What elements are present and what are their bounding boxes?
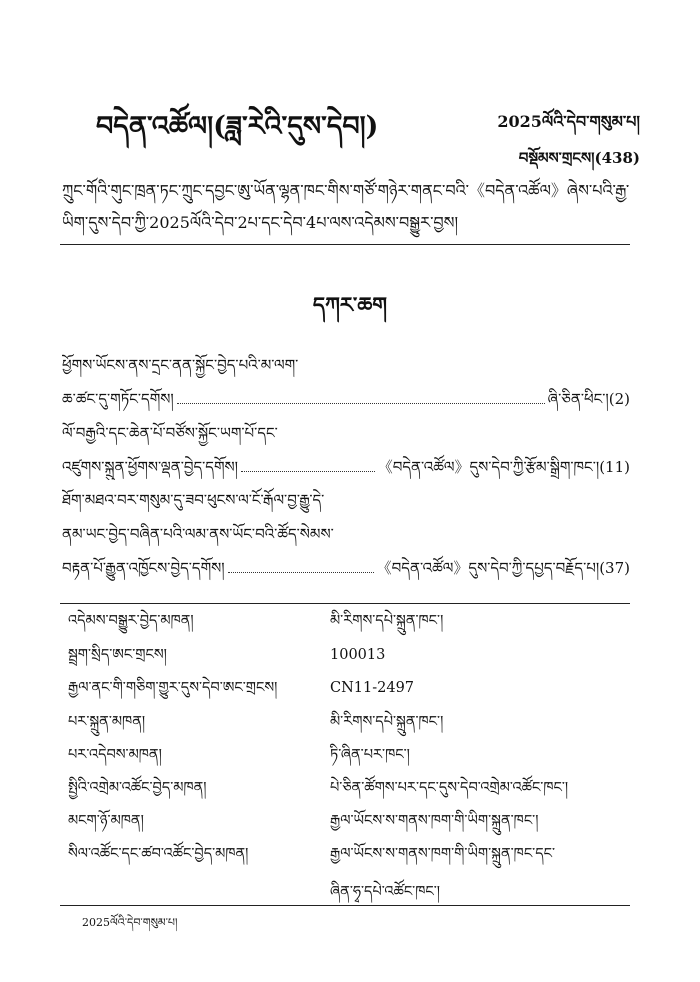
info-label: རྒྱལ་ནང་གི་གཅིག་གྱུར་དུས་དེབ་ཨང་གྲངས། [68,680,278,696]
toc-entry-3-line-1: ཐོག་མཐའ་བར་གསུམ་དུ་ཟབ་ཕུངས་ལ་ངོ་རྒོལ་བྱ་རྒྱུ་དེ་ [62,491,325,509]
toc-entry-3[interactable] [62,555,630,581]
info-label: མངག་ཉོ་མཁན། [68,813,144,829]
info-label: སྦྲག་སྲིད་ཨང་གྲངས། [68,647,167,663]
info-value: མི་རིགས་དཔེ་སྐྲུན་ཁང་། [330,714,444,730]
info-row-distributor [68,773,638,807]
toc-leader [228,572,374,573]
page-footer: 2025ལོའི་དེབ་གསུམ་པ། [82,916,178,929]
info-value-continued: ཞིན་ཧྭ་དཔེ་འཚོང་ཁང་། [330,884,441,900]
toc-leader [241,471,375,472]
toc-entry-2[interactable] [62,454,630,480]
info-value: མི་རིགས་དཔེ་སྐྲུན་ཁང་། [330,613,444,629]
info-value: རྒྱལ་ཡོངས་ས་གནས་ཁག་གི་ཡིག་སྐྲུན་ཁང་དང་ [330,846,556,862]
info-label: པར་སྐྲུན་མཁན། [68,714,146,730]
info-label: འདེམས་བསྒྱུར་བྱེད་མཁན། [68,613,194,629]
toc-heading: དཀར་ཆག [312,292,388,317]
divider-middle [60,603,630,604]
toc-entry-1-title: ཆ་ཚང་དུ་གཏོང་དགོས། [62,390,174,408]
intro-paragraph: ཀྲུང་གོའི་གུང་ཁྲན་ཏང་ཀྲུང་དབྱང་ཨུ་ཡོན་ལྷན་ཁང་གིས་གཙོ་གཉེར་གནང་བའི་《བདེན་འཚོལ》ཞེས་པའི་རྒྱ་ཡིག་དུས་དེབ་ཀྱི་2025ལོའི་དེབ་2པ་དང་དེབ་4པ་ལས་འདེམས་བསྒྱུར་བྱས། [62,181,630,232]
info-label: པར་འདེབས་མཁན། [68,747,162,763]
toc-leader [177,403,545,404]
info-row-cn-number [68,673,638,707]
journal-title: བདེན་འཚོལ།(ཟླ་རེའི་དུས་དེབ།) [96,111,379,142]
info-value: 100013 [330,647,386,663]
toc-entry-3-title: བརྟན་པོ་རྒྱུན་འཁྱོངས་བྱེད་དགོས། [62,559,225,577]
info-value: པེ་ཅིན་ཚོགས་པར་དང་དུས་དེབ་འགྲེམ་འཚོང་ཁང་། [330,780,569,796]
cumulative-issue-number: བསྡོམས་གྲངས།(438) [518,149,640,167]
info-label: སིལ་འཚོང་དང་ཚབ་འཚོང་བྱེད་མཁན། [68,846,249,862]
toc-entry-1[interactable] [62,386,630,412]
info-row-postal-code [68,640,638,674]
info-row-publisher [68,707,638,741]
toc-entry-2-title: འཛུགས་སྐྲུན་ཕྱོགས་ལྡན་བྱེད་དགོས། [62,458,239,476]
info-row-subscription [68,806,638,840]
toc-entry-2-line-1: ལོ་བརྒྱའི་དང་ཆེན་པོ་བཙོས་སྐྱོང་ཡག་པོ་དང་ [62,424,278,442]
info-value: ཏི་ཞིན་པར་ཁང་། [330,747,410,763]
info-value: CN11-2497 [330,680,415,696]
info-row-editor [68,606,638,640]
issue-number: 2025ལོའི་དེབ་གསུམ་པ། [497,112,640,131]
info-value: རྒྱལ་ཡོངས་ས་གནས་ཁག་གི་ཡིག་སྐྲུན་ཁང་། [330,813,539,829]
info-row-retail [68,839,638,873]
toc-entry-1-line-1: ཕྱོགས་ཡོངས་ནས་དྲང་ནན་སྐྱོང་བྱེད་པའི་མ་ལག་ [62,356,299,374]
divider-top [60,244,630,245]
toc-entry-3-page: 《བདེན་འཚོལ》དུས་དེབ་ཀྱི་དཔྱད་བརྗོད་པ།(37) [376,559,630,577]
toc-entry-2-page: 《བདེན་འཚོལ》དུས་དེབ་ཀྱི་རྩོམ་སྒྲིག་ཁང་།(11) [377,458,630,476]
toc-entry-3-line-2: ནམ་ཡང་བྱེད་བཞིན་པའི་ལམ་ནས་ཡོང་བའི་ཚོད་སེམས་ [62,525,334,543]
info-row-printer [68,740,638,774]
divider-bottom [60,905,630,906]
info-label: སྤྱིའི་འགྲེམ་འཚོང་བྱེད་མཁན། [68,780,207,796]
toc-entry-1-page: ཞི་ཅིན་ཕིང་།(2) [547,390,630,408]
